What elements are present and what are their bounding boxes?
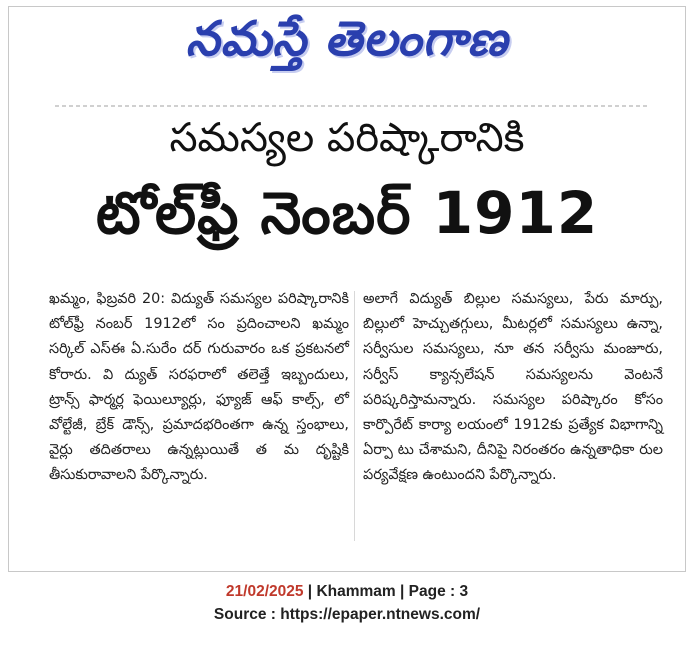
clipping-meta — [0, 583, 694, 601]
meta-separator: | — [395, 583, 409, 600]
masthead-divider — [55, 105, 649, 107]
headline-line-2: టోల్‌ఫ్రీ నెంబర్ 1912 — [95, 179, 599, 247]
meta-separator: | — [303, 583, 317, 600]
newspaper-masthead: నమస్తే తెలంగాణ — [185, 11, 509, 67]
headline-line-1: సమస్యల పరిష్కారానికి — [169, 115, 525, 161]
article-column-left: ఖమ్మం, ఫిబ్రవరి 20: విద్యుత్ సమస్యల పరిష్కారానికి టోల్‌ఫ్రీ నంబర్ 1912లో సం ప్రదించాలని ఖమ్మం సర్కిల్ ఎస్‌ఈ ఏ.సురేం దర్ గురువారం ఒక ప్రకటనలో కోరారు. వి ద్యుత్ సరఫరాలో తలెత్తే ఇబ్బందులు, ట్రాన్స్ ఫార్మర్ల ఫెయిల్యూర్లు, ఫ్యూజ్ ఆఫ్ కాల్స్, లో వోల్టేజీ, బ్రేక్ డౌన్స్, ప్రమాదభరింతగా ఉన్న స్తంభాలు, వైర్లు తదితరాలు ఉన్నట్లుయితే త మ దృష్టికి తీసుకురావాలని పేర్కొన్నారు. — [49, 291, 349, 484]
newspaper-clipping — [8, 6, 686, 572]
publication-date: 21/02/2025 — [225, 583, 304, 600]
column-divider — [354, 291, 355, 541]
source-link: Source : https://epaper.ntnews.com/ — [213, 606, 481, 623]
article-column-right: అలాగే విద్యుత్ బిల్లుల సమస్యలు, పేరు మార్పు, బిల్లులో హెచ్చుతగ్గులు, మీటర్లలో సమస్యలు ఉన్నా, సర్వీసుల సమస్యలు, నూ తన సర్వీసు మంజూరు, సర్వీస్ క్యాన్సలేషన్ సమస్యలను వెంటనే పరిష్కరిస్తామన్నారు. సమస్యల పరిష్కారం కోసం కార్పొరేట్ కార్యా లయంలో 1912కు ప్రత్యేక విభాగాన్ని ఏర్పా టు చేశామని, దీనిపై నిరంతరం ఉన్నతాధికా రుల పర్యవేక్షణ ఉంటుందని పేర్కొన్నారు. — [363, 291, 663, 484]
page-number: Page : 3 — [408, 583, 469, 600]
edition-name: Khammam — [316, 583, 396, 600]
